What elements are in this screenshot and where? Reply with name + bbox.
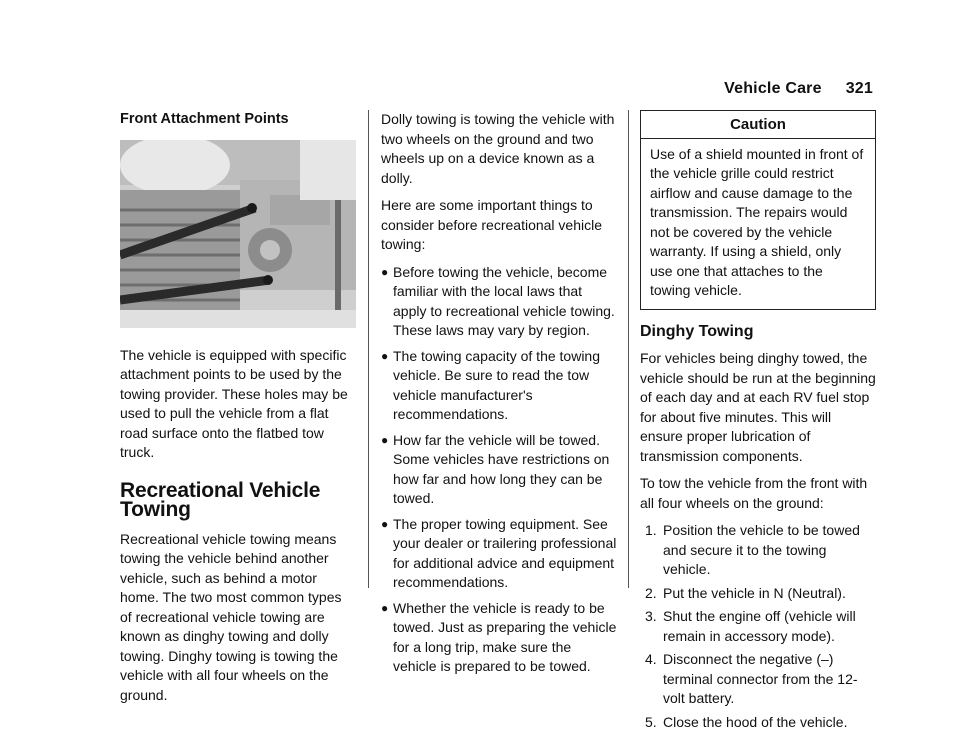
list-item: 2. Put the vehicle in N (Neutral). bbox=[645, 584, 846, 601]
front-tow-intro: To tow the vehicle from the front with all four wheels on the ground: bbox=[640, 475, 868, 511]
list-item: ● Before towing the vehicle, become familiar with the local laws that apply to recreational vehicle towing. These laws may vary by region. bbox=[381, 263, 615, 338]
bullet-icon: ● bbox=[381, 432, 389, 447]
column-1 bbox=[120, 110, 356, 713]
tow-steps-list bbox=[640, 521, 876, 732]
list-item: 1. Position the vehicle to be towed and secure it to the towing vehicle. bbox=[645, 522, 860, 577]
list-item: 4. Disconnect the negative (–) terminal connector from the 12-volt battery. bbox=[645, 651, 858, 706]
list-item: ● How far the vehicle will be towed. Some vehicles have restrictions on how far and how long they can be towed. bbox=[381, 431, 610, 506]
dinghy-paragraph: For vehicles being dinghy towed, the vehicle should be run at the beginning of each day and at each RV fuel stop for about five minutes. This will ensure proper lubrication of transmission components. bbox=[640, 350, 876, 464]
attachment-paragraph: The vehicle is equipped with specific attachment points to be used by the towing provider. These holes may be used to pull the vehicle from a flat road surface onto the flatbed tow truck. bbox=[120, 346, 348, 460]
caution-box bbox=[640, 110, 876, 310]
list-item: ● Whether the vehicle is ready to be towed. Just as preparing the vehicle for a long trip, make sure the vehicle is prepared to be towed. bbox=[381, 599, 617, 674]
caution-body: Use of a shield mounted in front of the vehicle grille could restrict airflow and cause damage to the transmission. The repairs would not be covered by the vehicle warranty. If using a shield, only use one that attaches to the towing vehicle. bbox=[650, 145, 864, 298]
considerations-paragraph: Here are some important things to consider before recreational vehicle towing: bbox=[381, 197, 603, 252]
page-header bbox=[724, 80, 873, 98]
column-2 bbox=[381, 110, 617, 685]
column-divider bbox=[368, 110, 369, 588]
caution-title: Caution bbox=[641, 111, 875, 139]
column-3 bbox=[640, 110, 876, 740]
dolly-paragraph: Dolly towing is towing the vehicle with two wheels on the ground and two wheels up on a device known as a dolly. bbox=[381, 111, 615, 186]
page-number: 321 bbox=[845, 80, 873, 97]
recreational-paragraph: Recreational vehicle towing means towing the vehicle behind another vehicle, such as behind a motor home. The two most common types of recreational vehicle towing are known as dinghy towing and dolly towing. Dinghy towing is towing the vehicle with all four wheels on the ground. bbox=[120, 530, 342, 703]
list-item: ● The towing capacity of the towing vehicle. Be sure to read the tow vehicle manufacturer's recommendations. bbox=[381, 347, 601, 422]
bullet-icon: ● bbox=[381, 348, 389, 363]
column-divider bbox=[628, 110, 629, 588]
list-item: ● The proper towing equipment. See your dealer or trailering professional for additional advice and equipment recommendations. bbox=[381, 515, 617, 590]
list-item: 3. Shut the engine off (vehicle will remain in accessory mode). bbox=[645, 608, 856, 644]
list-item: 5. Close the hood of the vehicle. bbox=[645, 713, 848, 730]
bullet-icon: ● bbox=[381, 264, 389, 279]
heading-recreational-towing: Recreational Vehicle Towing bbox=[120, 478, 321, 521]
considerations-list bbox=[381, 263, 617, 677]
subheading-front-attachment: Front Attachment Points bbox=[120, 111, 289, 127]
front-attachment-photo bbox=[120, 140, 356, 328]
heading-dinghy-towing: Dinghy Towing bbox=[640, 322, 754, 340]
section-title: Vehicle Care bbox=[724, 80, 822, 97]
bullet-icon: ● bbox=[381, 600, 389, 615]
bullet-icon: ● bbox=[381, 516, 389, 531]
